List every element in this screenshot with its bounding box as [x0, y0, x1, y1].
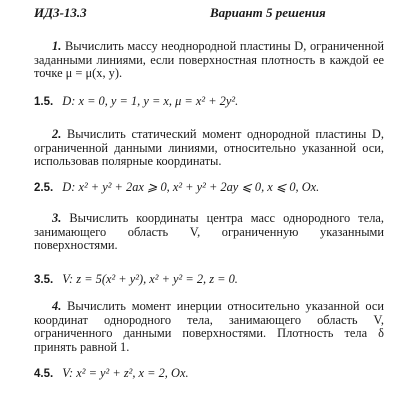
task-2-text: [34, 128, 384, 169]
task-1-formula-label: 1.5.: [34, 96, 54, 108]
task-4-formula: [34, 366, 189, 381]
task-3-formula: [34, 272, 238, 287]
page-header: [34, 6, 380, 22]
assignment-code: ИДЗ-13.3: [34, 5, 87, 20]
task-1-formula-expression: D: x = 0, y = 1, y = x, μ = x² + 2y².: [62, 94, 239, 108]
task-3-formula-label: 3.5.: [34, 274, 54, 286]
task-4-text: [34, 300, 384, 354]
task-1-formula: [34, 94, 238, 109]
task-2-number: 2.: [52, 127, 62, 141]
task-1-text: [34, 40, 384, 81]
task-3-number: 3.: [52, 211, 62, 225]
task-4-number: 4.: [52, 299, 62, 313]
task-4-formula-expression: V: x² = y² + z², x = 2, Ox.: [62, 366, 189, 380]
task-2-formula-expression: D: x² + y² + 2ax ⩾ 0, x² + y² + 2ay ⩽ 0, x ⩽ 0, Ox.: [62, 180, 320, 194]
task-1-number: 1.: [52, 39, 62, 53]
task-3-text: [34, 212, 384, 253]
task-2-formula: [34, 180, 319, 195]
task-2-formula-label: 2.5.: [34, 182, 54, 194]
variant-title: Вариант 5 решения: [210, 5, 326, 20]
task-2-statement: Вычислить статический момент однородной пластины D, ограниченной данными линиями, относительно указанной оси, использовав полярные координаты.: [34, 127, 384, 169]
task-4-statement: Вычислить момент инерции относительно указанной оси координат однородного тела, занимающего область V, ограниченного данными поверхностями. Плотность тела δ принять равной 1.: [34, 299, 384, 354]
task-1-statement: Вычислить массу неоднородной пластины D, ограниченной заданными линиями, если поверхностная плотность в каждой ее точке μ = μ(x, y).: [34, 39, 384, 81]
task-3-formula-expression: V: z = 5(x² + y²), x² + y² = 2, z = 0.: [62, 272, 238, 286]
task-3-statement: Вычислить координаты центра масс однородного тела, занимающего область V, ограниченную указанными поверхностями.: [34, 211, 384, 253]
task-4-formula-label: 4.5.: [34, 368, 54, 380]
